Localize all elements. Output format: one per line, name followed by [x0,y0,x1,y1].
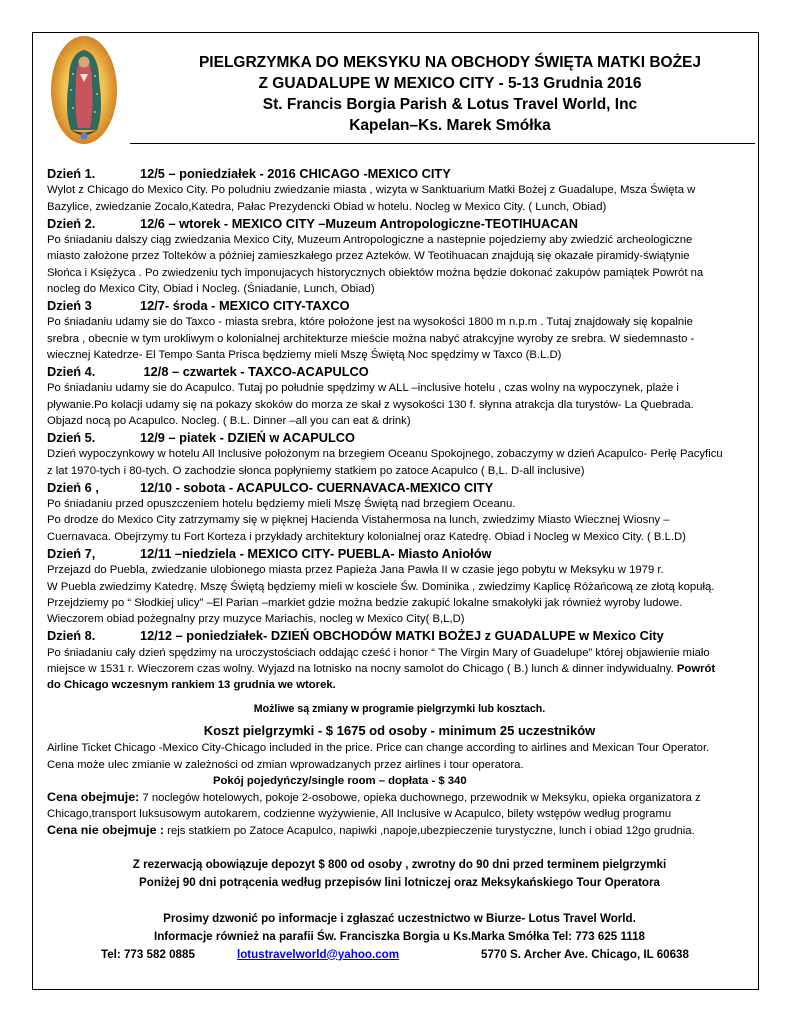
header-title-line: Z GUADALUPE W MEXICO CITY - 5-13 Grudnia 2016 [258,75,642,92]
phone-number: Tel: 773 582 0885 [101,947,195,961]
day-title: 12/10 - sobota - ACAPULCO- CUERNAVACA-MEXICO CITY [140,479,494,495]
day-text: pływanie.Po kolacji udamy się na pokazy skoków do morza ze skał z wysokości 130 f. słynna atrakcja dla turystów- La Quebrada. [47,398,694,411]
header-chaplain: Kapelan–Ks. Marek Smółka [349,117,551,134]
contact-info: Prosimy dzwonić po informacje i zgłaszać uczestnictwo w Biurze- Lotus Travel World. [163,911,636,925]
header-parish: St. Francis Borgia Parish & Lotus Travel World, Inc [262,96,638,113]
day-label: Dzień 2. [47,215,96,231]
day-title: 12/7- środa - MEXICO CITY-TAXCO [140,298,350,314]
day-text: Objazd nocą po Acapulco. Nocleg. ( B.L. Dinner –all you can eat & drink) [47,414,411,427]
day-label: Dzień 8. [47,628,96,644]
price-excludes [47,822,752,839]
day-text: Bazylice, zwiedzanie Zocalo,Katedra, Pałac Prezydencki Obiad w hotelu. Nocleg w Mexico City. ( Lunch, Obiad) [47,200,607,213]
office-address: 5770 S. Archer Ave. Chicago, IL 60638 [481,947,689,961]
day-title: 12/11 –niedziela - MEXICO CITY- PUEBLA- Miasto Aniołów [140,545,492,561]
day-text: Po drodze do Mexico City zatrzymamy się w pięknej Hacienda Vistahermosa na lunch, zwiedzimy Miasto Wiecznej Wiosny – [47,514,670,527]
email-link[interactable]: lotustravelworld@yahoo.com [237,947,400,961]
day-text: Po śniadaniu cały dzień spędzimy na uroczystościach oddając cześć i honor “ The Virgin Mary of Guadelupe” której objawienie miało [47,646,710,659]
deposit-info: Poniżej 90 dni potrącenia według przepisów lini lotniczej oraz Meksykańskiego Tour Operatora [139,875,660,889]
price-includes [47,789,752,806]
day-text: Po śniadaniu udamy sie do Taxco - miasta srebra, które położone jest na wysokości 1800 m n.p.m . Tutaj znajdowały się kopalnie [47,316,693,329]
price-info: Cena może ulec zmianie w zależności od zmian wprowadzanych przez airlines i tour operatora. [47,758,524,771]
day-label: Dzień 3 [47,298,92,314]
day-label: Dzień 7, [47,545,96,561]
day-title: 12/9 – piatek - DZIEŃ w ACAPULCO [140,430,355,446]
day-text: Wieczorem obiad pożegnalny przy muzyce Mariachis, nocleg w Mexico City( B,L,D) [47,612,465,625]
day-text: nocleg do Mexico City, Obiad i Nocleg. (Śniadanie, Lunch, Obiad) [47,282,375,295]
price-excludes-text: rejs statkiem po Zatoce Acapulco, napiwki ,napoje,ubezpieczenie turystyczne, lunch i obiad 12go grudnia. [164,825,695,838]
day-label: Dzień 5. [47,430,96,446]
day-text: Cuernavaca. Obejrzymy tu Fort Korteza i przykłady architektury kolonialnej oraz Katedrę. Obiad i Nocleg w Mexico City. ( B.L.D) [47,530,686,543]
day-heading [47,545,752,562]
day-heading [47,479,752,496]
contact-row [47,946,752,964]
day-text: Przejazd do Puebla, zwiedzanie ulobionego miasta przez Papieża Jana Pawła II w czasie jego pobytu w Meksyku w 1979 r. [47,564,664,577]
price-info: Airline Ticket Chicago -Mexico City-Chicago included in the price. Price can change according to airlines and Mexican Tour Operator. [47,742,710,755]
price-includes-label: Cena obejmuje: [47,789,140,804]
price-excludes-label: Cena nie obejmuje : [47,823,165,838]
return-note: do Chicago wczesnym rankiem 13 grudnia we wtorek. [47,678,336,691]
day-heading [47,627,752,644]
day-text: Dzień wypoczynkowy w hotelu All Inclusive położonym na brzegiem Oceanu Spokojnego, zobaczymy w dzień Acapulco- Perłę Pacyficu [47,448,723,461]
price-includes-text: 7 noclegów hotelowych, pokoje 2-osobowe, opieka duchownego, przewodnik w Meksyku, opieka organizatora z [139,791,701,804]
day-text: z lat 1970-tych i 80-tych. O zachodzie słonca popłyniemy statkiem po zatoce Acapulco ( B,L. D-all inclusive) [47,464,585,477]
contact-info: Informacje również na parafii Św. Franciszka Borgia u Ks.Marka Smółka Tel: 773 625 1118 [153,929,645,943]
day-text: Po śniadaniu przed opuszczeniem hotelu będziemy mieli Mszę Świętą nad brzegiem Oceanu. [47,498,516,511]
day-title: 12/6 – wtorek - MEXICO CITY –Muzeum Antropologiczne-TEOTIHUACAN [140,215,578,231]
day-text [47,661,752,677]
header-divider [130,143,755,144]
deposit-info: Z rezerwacją obowiązuje depozyt $ 800 od osoby , zwrotny do 90 dni przed terminem pielgrzymki [132,857,667,871]
day-text: miasto założone przez Tolteków a później zamieszkałego przez Azteków. W Teotihuacan znajdują się okazałe piramidy-świątynie [47,250,690,263]
day-label: Dzień 4. [47,364,96,380]
day-heading [47,165,752,182]
cost-title: Koszt pielgrzymki - $ 1675 od osoby - minimum 25 uczestników [203,723,596,739]
day-title: 12/5 – poniedziałek - 2016 CHICAGO -MEXICO CITY [140,166,451,181]
price-includes-text: Chicago,transport luksusowym autokarem, codzienne wyżywienie, All Inclusive w Acapulco, bilety wstępów według programu [47,808,672,821]
day-text: Wylot z Chicago do Mexico City. Po poludniu zwiedzanie miasta , wizyta w Sanktuarium Matki Bożej z Guadalupe, Msza Święta w [47,184,696,197]
day-text: Po śniadaniu dalszy ciąg zwiedzania Mexico City, Muzeum Antropologiczne a nastepnie pojedziemy aby zwiedzić archeologiczne [47,234,693,247]
day-text: Słońca i Księżyca . Po zwiedzeniu tych imponujacych historycznych obiektów można będzie dokonać zakupów pamiątek Powrót na [47,266,704,279]
day-text: srebra , obecnie w tym urokliwym o kolonialnej architekturze mieście można nabyć atrakcyjne wyroby ze srebra. W siedemnasto - [47,332,695,345]
itinerary-body [47,165,752,964]
day-title: 12/12 – poniedziałek- DZIEŃ OBCHODÓW MATKI BOŻEJ z GUADALUPE w Mexico City [140,628,664,644]
guadalupe-image [49,34,119,146]
day-text: W Puebla zwiedzimy Katedrę. Mszę Świętą będziemy mieli w kosciele Św. Dominika , zwiedzimy Kaplicę Różańcową ze złotą kopułą. [47,580,715,593]
changes-note: Możliwe są zmiany w programie pielgrzymki lub kosztach. [253,703,546,716]
day-text: Po śniadaniu udamy sie do Acapulco. Tutaj po południe spędzimy w ALL –inclusive hotelu , czas wolny na wypoczynek, plaże i [47,382,679,395]
header-title-line: PIELGRZYMKA DO MEKSYKU NA OBCHODY ŚWIĘTA MATKI BOŻEJ [198,54,702,71]
document-header [130,52,770,136]
day-text-span: miejsce w 1531 r. Wieczorem czas wolny. Wyjazd na lotnisko na nocny samolot do Chicago ( B.) lunch & dinner indywidualny. [47,662,674,675]
day-text: wiecznej Katedrze- El Tempo Santa Prisca będziemy mieli Mszę Świętą Noc spędzimy w Taxco (B.L.D) [47,348,562,361]
day-heading [47,429,752,446]
return-note: Powrót [676,662,716,675]
day-title: 12/8 – czwartek - TAXCO-ACAPULCO [140,364,369,380]
day-heading [47,297,752,314]
single-room-surcharge: Pokój pojedyńczy/single room – dopłata - $ 340 [213,774,467,787]
day-label: Dzień 1. [47,166,96,181]
day-heading [47,215,752,232]
day-heading [47,363,752,380]
day-text: Przejdziemy po “ Słodkiej ulicy” –El Parian –markiet gdzie można bedzie zakupić lokalne smakołyki jak również wyroby ludowe. [47,596,683,609]
day-label: Dzień 6 , [47,479,99,495]
